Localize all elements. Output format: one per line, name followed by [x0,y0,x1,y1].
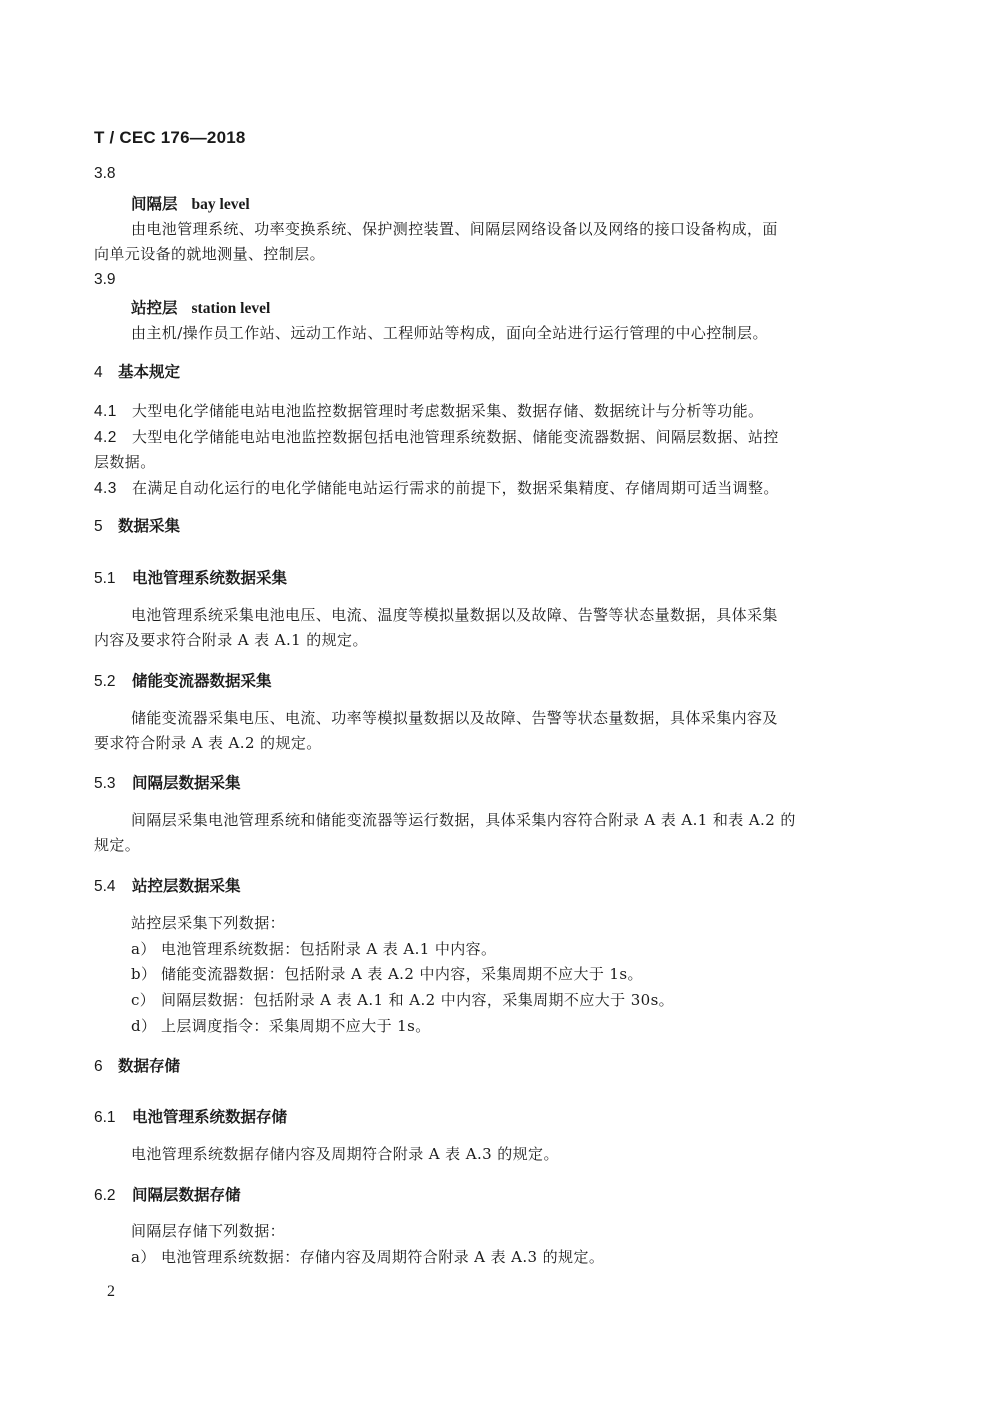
paragraph-line: 电池管理系统采集电池电压、电流、温度等模拟量数据以及故障、告警等状态量数据，具体采集 [131,606,778,624]
subsection-number: 6.2 [94,1187,116,1204]
list-item [131,963,643,984]
subsection-title: 电池管理系统数据存储 [132,1108,288,1126]
section-title: 数据采集 [118,517,181,535]
clause-number: 4.3 [94,480,117,497]
definition-line: 向单元设备的就地测量、控制层。 [94,245,326,263]
section-heading-4 [94,360,180,382]
list-item [131,1015,431,1036]
section-heading-5 [94,514,180,536]
clause-text-continued: 层数据。 [94,453,156,471]
clause-4-3 [94,477,779,498]
section-heading-6 [94,1054,180,1076]
term-heading [131,192,250,214]
subsection-number: 5.2 [94,673,116,690]
list-intro: 间隔层存储下列数据： [131,1222,286,1240]
list-item [131,989,674,1010]
term-zh: 间隔层 [131,195,178,213]
term-en: station level [191,300,271,317]
section-number: 6 [94,1058,103,1075]
term-heading [131,296,270,318]
term-en: bay level [191,196,250,213]
section-title: 数据存储 [118,1057,181,1075]
list-marker: a） [131,940,156,958]
subsection-heading-5-1 [94,566,287,588]
clause-text: 大型电化学储能电站电池监控数据包括电池管理系统数据、储能变流器数据、间隔层数据、站控 [132,428,779,446]
clause-text: 大型电化学储能电站电池监控数据管理时考虑数据采集、数据存储、数据统计与分析等功能。 [132,402,764,420]
section-number: 5 [94,518,103,535]
definition-line: 由主机/操作员工作站、远动工作站、工程师站等构成，面向全站进行运行管理的中心控制层。 [131,324,768,342]
clause-4-1 [94,400,763,421]
paragraph-line: 内容及要求符合附录 A 表 A.1 的规定。 [94,631,368,649]
subsection-title: 间隔层数据采集 [132,774,241,792]
list-item [131,938,496,959]
subsection-heading-6-1 [94,1105,287,1127]
clause-number: 4.2 [94,429,117,446]
term-number: 3.8 [94,165,116,182]
subsection-title: 站控层数据采集 [132,877,241,895]
subsection-heading-5-2 [94,669,272,691]
term-zh: 站控层 [131,299,178,317]
paragraph-line: 电池管理系统数据存储内容及周期符合附录 A 表 A.3 的规定。 [131,1145,559,1163]
subsection-heading-5-4 [94,874,241,896]
subsection-title: 储能变流器数据采集 [132,672,272,690]
subsection-title: 电池管理系统数据采集 [132,569,288,587]
section-title: 基本规定 [118,363,181,381]
clause-4-2 [94,426,779,447]
subsection-number: 5.1 [94,570,116,587]
list-item [131,1246,604,1267]
page-number: 2 [107,1283,115,1300]
subsection-number: 5.4 [94,878,116,895]
list-text: 上层调度指令：采集周期不应大于 1s。 [161,1017,431,1035]
paragraph-line: 要求符合附录 A 表 A.2 的规定。 [94,734,322,752]
list-marker: c） [131,991,156,1009]
standard-number: T / CEC 176—2018 [94,128,246,147]
term-number: 3.9 [94,271,116,288]
list-text: 电池管理系统数据：存储内容及周期符合附录 A 表 A.3 的规定。 [161,1248,605,1266]
paragraph-line: 间隔层采集电池管理系统和储能变流器等运行数据，具体采集内容符合附录 A 表 A.1 和表 A.2 的 [131,811,796,829]
clause-text: 在满足自动化运行的电化学储能电站运行需求的前提下，数据采集精度、存储周期可适当调整。 [132,479,779,497]
list-text: 间隔层数据：包括附录 A 表 A.1 和 A.2 中内容，采集周期不应大于 30s。 [161,991,675,1009]
subsection-title: 间隔层数据存储 [132,1186,241,1204]
subsection-number: 6.1 [94,1109,116,1126]
list-text: 电池管理系统数据：包括附录 A 表 A.1 中内容。 [161,940,497,958]
list-marker: a） [131,1248,156,1266]
paragraph-line: 规定。 [94,836,141,854]
list-intro: 站控层采集下列数据： [131,914,286,932]
list-marker: b） [131,965,157,983]
clause-number: 4.1 [94,403,117,420]
subsection-heading-6-2 [94,1183,241,1205]
subsection-number: 5.3 [94,775,116,792]
list-marker: d） [131,1017,157,1035]
section-number: 4 [94,364,103,381]
list-text: 储能变流器数据：包括附录 A 表 A.2 中内容，采集周期不应大于 1s。 [161,965,643,983]
paragraph-line: 储能变流器采集电压、电流、功率等模拟量数据以及故障、告警等状态量数据，具体采集内容及 [131,709,778,727]
definition-line: 由电池管理系统、功率变换系统、保护测控装置、间隔层网络设备以及网络的接口设备构成，面 [131,220,778,238]
subsection-heading-5-3 [94,771,241,793]
